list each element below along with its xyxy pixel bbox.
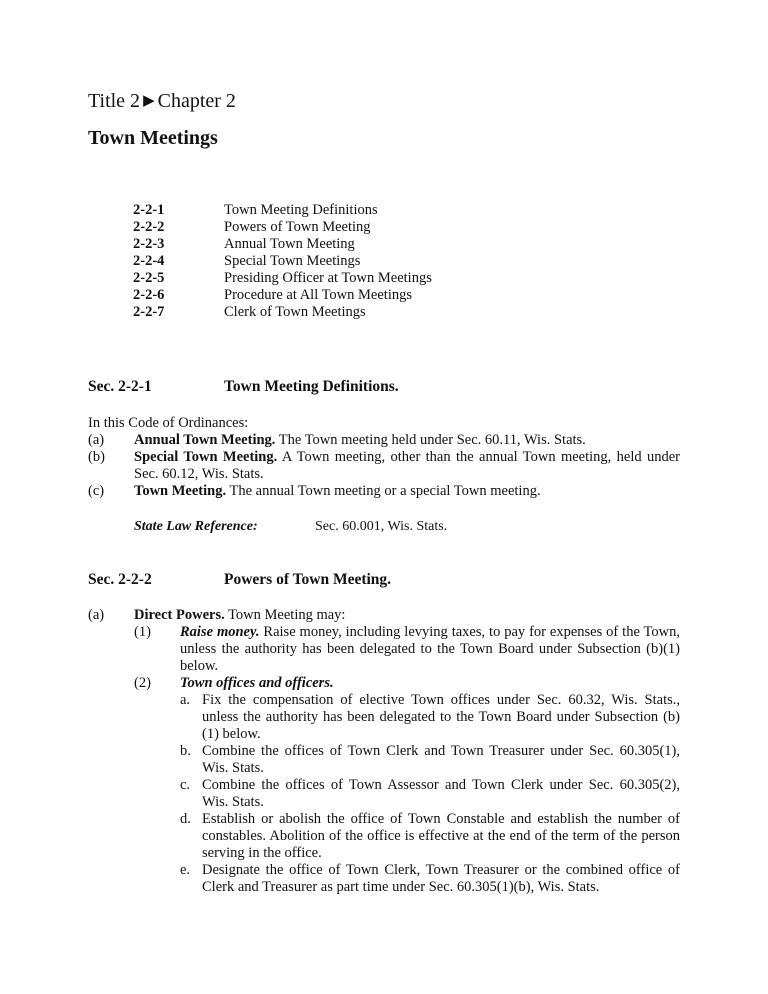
list-text: Establish or abolish the office of Town Constable and establish the number of constables. Abolition of the office is effective at the end of the term of the person serving in the office. [202, 811, 680, 861]
toc-label: Annual Town Meeting [224, 236, 355, 252]
list-marker: (a) [88, 607, 105, 623]
list-text [180, 675, 680, 692]
state-law-reference-label: State Law Reference: [134, 519, 258, 534]
list-item [88, 607, 680, 624]
toc-number: 2-2-5 [133, 270, 165, 286]
toc-number: 2-2-6 [133, 287, 165, 303]
triangle-right-icon: ▶ [143, 93, 155, 109]
list-item [180, 743, 680, 777]
defined-term: Direct Powers. [134, 607, 225, 623]
section-number: Sec. 2-2-2 [88, 571, 152, 588]
page-title: Town Meetings [88, 127, 218, 149]
toc-number: 2-2-3 [133, 236, 165, 252]
section-lead-in: In this Code of Ordinances: [88, 415, 249, 431]
toc-label: Presiding Officer at Town Meetings [224, 270, 432, 286]
section-heading-2-2-1 [88, 377, 680, 397]
section-title: Town Meeting Definitions. [224, 378, 399, 395]
list-text [134, 607, 680, 624]
toc-label: Town Meeting Definitions [224, 202, 378, 218]
toc-number: 2-2-1 [133, 202, 165, 218]
list-text [180, 624, 680, 675]
toc-row[interactable] [133, 219, 653, 236]
list-marker: (c) [88, 483, 105, 499]
list-item [88, 483, 680, 500]
toc-label: Procedure at All Town Meetings [224, 287, 412, 303]
state-law-reference [134, 518, 447, 535]
toc-row[interactable] [133, 287, 653, 304]
state-law-reference-value: Sec. 60.001, Wis. Stats. [315, 519, 448, 534]
list-marker: c. [180, 777, 191, 793]
section-body-2-2-1 [88, 415, 680, 500]
defined-term: Annual Town Meeting. [134, 432, 276, 448]
list-marker: (1) [134, 624, 151, 640]
list-text: Combine the offices of Town Clerk and Town Treasurer under Sec. 60.305(1), Wis. Stats. [202, 743, 680, 776]
definition-text: Town Meeting may: [224, 607, 346, 623]
list-text: Fix the compensation of elective Town offices under Sec. 60.32, Wis. Stats., unless the authority has been delegated to the Town Board under Subsection (b)(1) below. [202, 692, 680, 742]
breadcrumb-title: Title 2 [88, 90, 141, 112]
toc-number: 2-2-7 [133, 304, 165, 320]
definition-text: A Town meeting, other than the annual Town meeting, held under Sec. 60.12, Wis. Stats. [134, 449, 681, 482]
list-item [88, 432, 680, 449]
toc-row[interactable] [133, 270, 653, 287]
section-title: Powers of Town Meeting. [224, 571, 392, 588]
toc-label: Special Town Meetings [224, 253, 361, 269]
section-number: Sec. 2-2-1 [88, 378, 152, 395]
list-item [180, 777, 680, 811]
list-text [134, 432, 680, 449]
list-item [180, 862, 680, 896]
list-item [134, 624, 680, 675]
list-item [134, 675, 680, 692]
defined-term: Town Meeting. [134, 483, 227, 499]
definition-text: The Town meeting held under Sec. 60.11, Wis. Stats. [275, 432, 586, 448]
defined-term: Special Town Meeting. [134, 449, 278, 465]
defined-term: Town offices and officers. [180, 675, 334, 691]
list-text: Designate the office of Town Clerk, Town Treasurer or the combined office of Clerk and Treasurer as part time under Sec. 60.305(1)(b), Wis. Stats. [202, 862, 680, 895]
list-marker: (b) [88, 449, 105, 465]
list-text [134, 449, 680, 483]
list-marker: b. [180, 743, 191, 759]
toc-label: Powers of Town Meeting [224, 219, 371, 235]
toc-label: Clerk of Town Meetings [224, 304, 366, 320]
list-marker: (a) [88, 432, 105, 448]
list-item [88, 449, 680, 483]
breadcrumb-chapter: Chapter 2 [157, 90, 236, 112]
toc-row[interactable] [133, 236, 653, 253]
list-text [134, 483, 680, 500]
defined-term: Raise money. [180, 624, 260, 640]
table-of-contents [133, 202, 653, 321]
list-marker: a. [180, 692, 191, 708]
definition-text: The annual Town meeting or a special Town meeting. [226, 483, 541, 499]
section-heading-2-2-2 [88, 570, 680, 590]
list-item [180, 692, 680, 743]
breadcrumb [88, 88, 236, 114]
list-marker: (2) [134, 675, 151, 691]
toc-number: 2-2-4 [133, 253, 165, 269]
list-marker: e. [180, 862, 191, 878]
toc-number: 2-2-2 [133, 219, 165, 235]
toc-row[interactable] [133, 304, 653, 321]
list-marker: d. [180, 811, 191, 827]
list-item [180, 811, 680, 862]
section-body-2-2-2 [88, 607, 680, 896]
toc-row[interactable] [133, 202, 653, 219]
list-text: Combine the offices of Town Assessor and Town Clerk under Sec. 60.305(2), Wis. Stats. [202, 777, 680, 810]
definition-text: Raise money, including levying taxes, to pay for expenses of the Town, unless the authority has been delegated to the Town Board under Subsection (b)(1) below. [180, 624, 680, 674]
toc-row[interactable] [133, 253, 653, 270]
